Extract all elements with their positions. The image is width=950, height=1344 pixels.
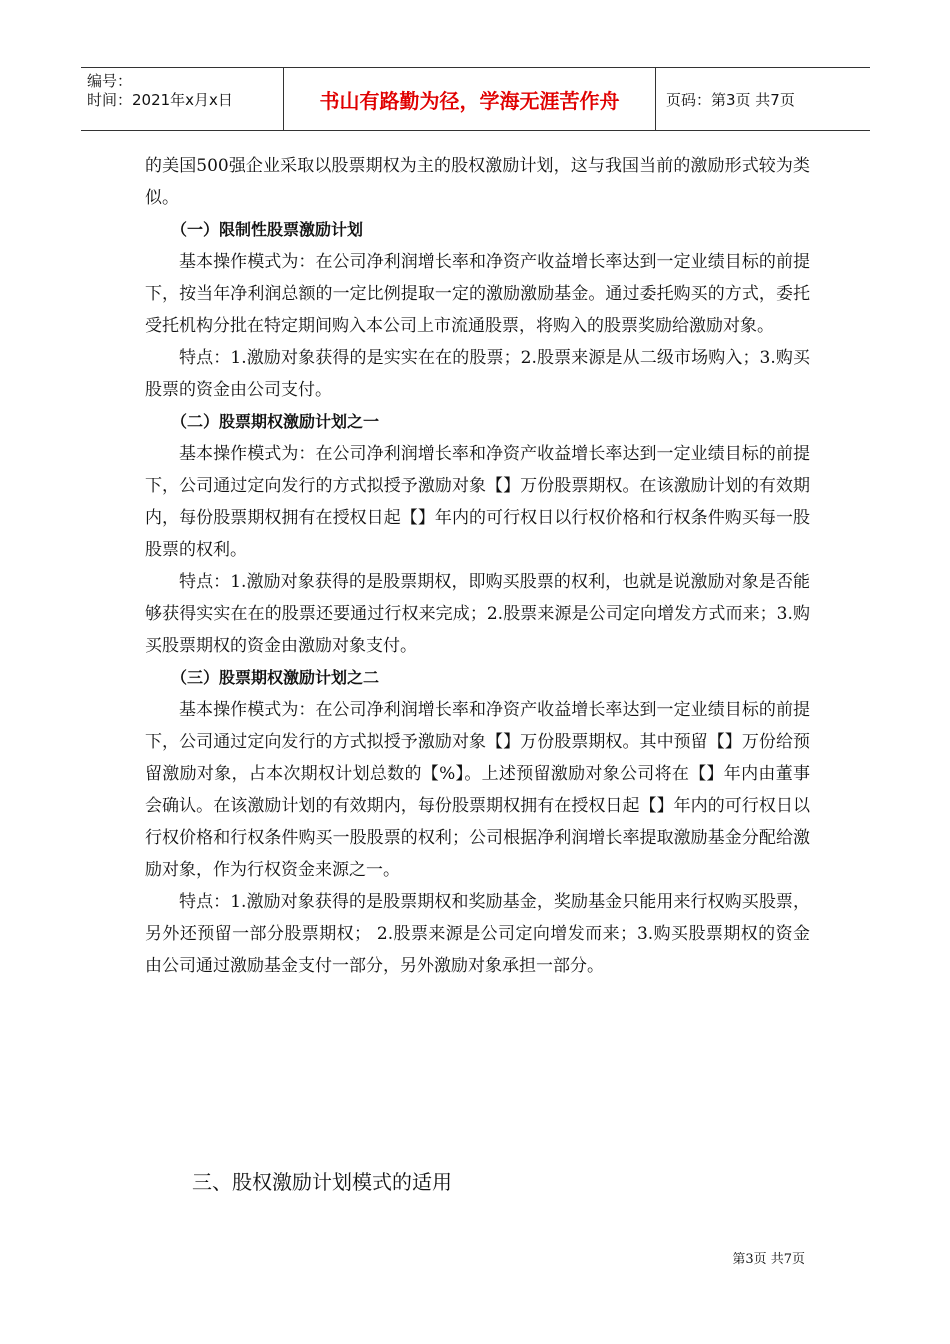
paragraph-stock-option-one-features: 特点：1.激励对象获得的是股票期权，即购买股票的权利，也就是说激励对象是否能够获得实实在在的股票还要通过行权来完成；2.股票来源是公司定向增发方式而来；3.购买股票期权的资金由激励对象支付。: [145, 572, 810, 656]
header-motto: 书山有路勤为径，学海无涯苦作舟: [283, 68, 656, 130]
document-time-label: 时间：2021年x月x日: [87, 91, 233, 109]
paragraph-continuation: 的美国500强企业采取以股票期权为主的股权激励计划，这与我国当前的激励形式较为类似。: [145, 156, 810, 208]
page-footer: 第3页 共7页: [732, 1252, 805, 1267]
header-meta: [81, 68, 283, 130]
subheading-restricted-stock: （一）限制性股票激励计划: [171, 220, 364, 239]
subheading-stock-option-two: （三）股票期权激励计划之二: [171, 668, 380, 687]
paragraph-restricted-stock-mode: 基本操作模式为：在公司净利润增长率和净资产收益增长率达到一定业绩目标的前提下，按当年净利润总额的一定比例提取一定的激励激励基金。通过委托购买的方式，委托受托机构分批在特定期间购入本公司上市流通股票，将购入的股票奖励给激励对象。: [145, 252, 810, 336]
paragraph-stock-option-two-mode: 基本操作模式为：在公司净利润增长率和净资产收益增长率达到一定业绩目标的前提下，公司通过定向发行的方式拟授予激励对象【】万份股票期权。其中预留【】万份给预留激励对象，占本次期权计划总数的【%】。上述预留激励对象公司将在【】年内由董事会确认。在该激励计划的有效期内，每份股票期权拥有在授权日起【】年内的可行权日以行权价格和行权条件购买一股股票的权利；公司根据净利润增长率提取激励基金分配给激励对象，作为行权资金来源之一。: [145, 700, 810, 880]
subheading-stock-option-one: （二）股票期权激励计划之一: [171, 412, 380, 431]
page-header: [81, 67, 870, 131]
paragraph-restricted-stock-features: 特点：1.激励对象获得的是实实在在的股票；2.股票来源是从二级市场购入；3.购买股票的资金由公司支付。: [145, 348, 810, 400]
paragraph-stock-option-two-features: 特点：1.激励对象获得的是股票期权和奖励基金，奖励基金只能用来行权购买股票，另外还预留一部分股票期权； 2.股票来源是公司定向增发而来；3.购买股票期权的资金由公司通过激励基金支付一部分，另外激励对象承担一部分。: [145, 892, 810, 976]
header-page-number: 页码：第3页 共7页: [666, 90, 795, 109]
document-body: [145, 150, 810, 982]
section-heading: 三、股权激励计划模式的适用: [192, 1170, 452, 1194]
document-number-label: 编号：: [87, 72, 133, 90]
paragraph-stock-option-one-mode: 基本操作模式为：在公司净利润增长率和净资产收益增长率达到一定业绩目标的前提下，公司通过定向发行的方式拟授予激励对象【】万份股票期权。在该激励计划的有效期内，每份股票期权拥有在授权日起【】年内的可行权日以行权价格和行权条件购买每一股股票的权利。: [145, 444, 810, 560]
